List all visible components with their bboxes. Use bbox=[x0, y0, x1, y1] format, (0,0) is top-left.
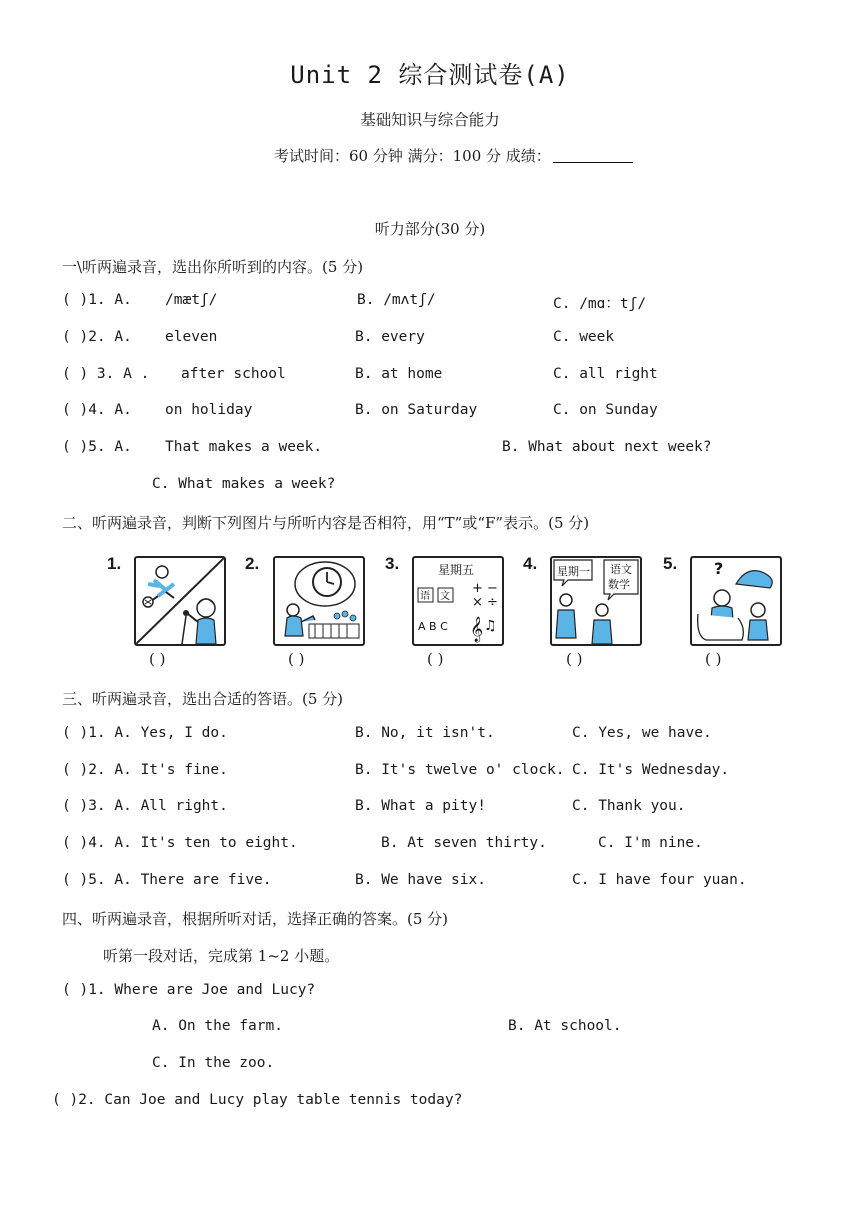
score-blank[interactable] bbox=[553, 148, 633, 163]
s3-q1-b: B. No, it isn't. bbox=[355, 725, 495, 741]
s1-q2-a: eleven bbox=[165, 329, 218, 345]
s3-q4-a: ( )4. A. It's ten to eight. bbox=[62, 835, 298, 851]
pic3-number: 3. bbox=[385, 554, 400, 573]
pic3-subject-1: 语 bbox=[420, 591, 430, 602]
s3-q4-c: C. I'm nine. bbox=[598, 835, 703, 851]
s4-q1-a: A. On the farm. bbox=[152, 1018, 283, 1034]
page-subtitle: 基础知识与综合能力 bbox=[360, 111, 500, 129]
s1-q4-prefix: ( )4. A. bbox=[62, 402, 132, 418]
s1-q4-b: B. on Saturday bbox=[355, 402, 478, 418]
pic4-bubble-1: 星期一 bbox=[557, 565, 590, 578]
s3-q1-c: C. Yes, we have. bbox=[572, 725, 712, 741]
s1-q2-c: C. week bbox=[553, 329, 615, 345]
pic3-subject-2: 文 bbox=[440, 591, 450, 602]
pic3-day-label: 星期五 bbox=[438, 563, 475, 577]
picture-5-illustration bbox=[692, 558, 780, 644]
s3-q2-b: B. It's twelve o' clock. bbox=[355, 762, 565, 778]
section4-instruction: 听第一段对话，完成第 1~2 小题。 bbox=[103, 947, 340, 965]
picture-4-illustration bbox=[552, 558, 640, 644]
section4-title: 四、听两遍录音，根据所听对话，选择正确的答案。(5 分) bbox=[62, 910, 449, 928]
pic3-math-row1: + − bbox=[472, 581, 498, 596]
picture-1-illustration bbox=[136, 558, 224, 644]
exam-info bbox=[274, 145, 633, 166]
pic4-bubble-2b: 数学 bbox=[608, 578, 630, 591]
s1-q1-b: B. /mʌtʃ/ bbox=[357, 292, 436, 308]
s4-q1-c: C. In the zoo. bbox=[152, 1055, 275, 1071]
s1-q1-c: C. /mɑ：tʃ/ bbox=[553, 296, 647, 312]
section1-title: 一\听两遍录音，选出你所听到的内容。(5 分) bbox=[62, 258, 364, 276]
cap-icon bbox=[736, 571, 772, 588]
pic3-answer-blank[interactable]: ( ) bbox=[427, 650, 444, 668]
s4-q2: ( )2. Can Joe and Lucy play table tennis today? bbox=[52, 1092, 463, 1108]
s1-q2-b: B. every bbox=[355, 329, 425, 345]
s1-q4-a: on holiday bbox=[165, 402, 253, 418]
s3-q5-c: C. I have four yuan. bbox=[572, 872, 747, 888]
picture-3 bbox=[412, 556, 504, 646]
pic3-letters: A B C bbox=[418, 620, 448, 633]
s3-q1-a: ( )1. A. Yes, I do. bbox=[62, 725, 228, 741]
question-mark-icon: ? bbox=[714, 559, 724, 578]
pic4-bubble-2a: 语文 bbox=[610, 563, 632, 576]
s1-q3-c: C. all right bbox=[553, 366, 658, 382]
section3-title: 三、听两遍录音，选出合适的答语。(5 分) bbox=[62, 690, 344, 708]
pic3-math-row2: × ÷ bbox=[472, 595, 498, 610]
picture-5 bbox=[690, 556, 782, 646]
s1-q5-a: That makes a week. bbox=[165, 439, 323, 455]
picture-4 bbox=[550, 556, 642, 646]
pic2-number: 2. bbox=[245, 554, 260, 573]
s3-q3-b: B. What a pity! bbox=[355, 798, 486, 814]
s4-q1: ( )1. Where are Joe and Lucy? bbox=[62, 982, 316, 998]
s3-q2-c: C. It's Wednesday. bbox=[572, 762, 730, 778]
pic3-music-note-icon-2: ♫ bbox=[484, 618, 497, 634]
s1-q3-a: after school bbox=[181, 366, 286, 382]
pic4-answer-blank[interactable]: ( ) bbox=[566, 650, 583, 668]
s3-q4-b: B. At seven thirty. bbox=[381, 835, 547, 851]
picture-2-illustration bbox=[275, 558, 363, 644]
picture-2 bbox=[273, 556, 365, 646]
s3-q2-a: ( )2. A. It's fine. bbox=[62, 762, 228, 778]
s1-q2-prefix: ( )2. A. bbox=[62, 329, 132, 345]
pic3-music-note-icon: 𝄞 bbox=[470, 617, 484, 642]
exam-info-text: 考试时间：60 分钟 满分：100 分 成绩： bbox=[274, 147, 551, 165]
pic5-answer-blank[interactable]: ( ) bbox=[705, 650, 722, 668]
picture-3-illustration bbox=[414, 558, 502, 644]
s3-q3-c: C. Thank you. bbox=[572, 798, 686, 814]
listening-part-heading: 听力部分(30 分) bbox=[374, 220, 486, 238]
pic5-number: 5. bbox=[663, 554, 678, 573]
s1-q5-prefix: ( )5. A. bbox=[62, 439, 132, 455]
s1-q1-a: /mætʃ/ bbox=[165, 292, 218, 308]
page-title: Unit 2 综合测试卷(A) bbox=[290, 61, 570, 89]
s4-q1-b: B. At school. bbox=[508, 1018, 622, 1034]
s1-q3-b: B. at home bbox=[355, 366, 443, 382]
s1-q1-prefix: ( )1. A. bbox=[62, 292, 132, 308]
s3-q5-b: B. We have six. bbox=[355, 872, 486, 888]
s1-q3-prefix: ( ) 3. A . bbox=[62, 366, 150, 382]
s1-q5-c: C. What makes a week? bbox=[152, 476, 336, 492]
s3-q5-a: ( )5. A. There are five. bbox=[62, 872, 272, 888]
s1-q4-c: C. on Sunday bbox=[553, 402, 658, 418]
section2-title: 二、听两遍录音，判断下列图片与所听内容是否相符，用“T”或“F”表示。(5 分) bbox=[62, 514, 590, 532]
picture-1 bbox=[134, 556, 226, 646]
s3-q3-a: ( )3. A. All right. bbox=[62, 798, 228, 814]
pic1-number: 1. bbox=[107, 554, 122, 573]
pic1-answer-blank[interactable]: ( ) bbox=[149, 650, 166, 668]
pic2-answer-blank[interactable]: ( ) bbox=[288, 650, 305, 668]
s1-q5-b: B. What about next week? bbox=[502, 439, 712, 455]
pic4-number: 4. bbox=[523, 554, 538, 573]
